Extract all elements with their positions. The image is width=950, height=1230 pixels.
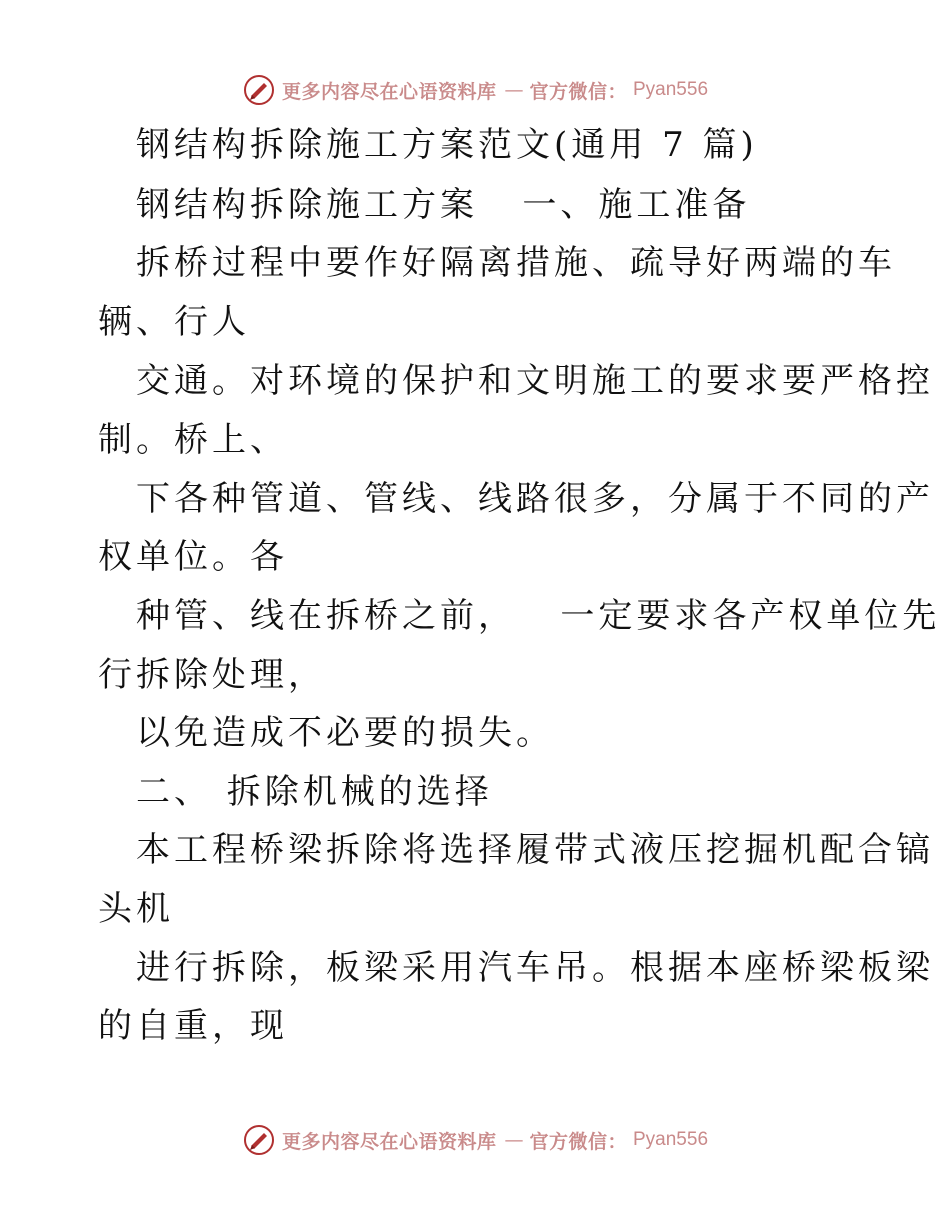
text-line: 以免造成不必要的损失。 — [136, 713, 554, 753]
banner-text: 更多内容尽在心语资料库 — [281, 80, 497, 103]
text-line: 交通。对环境的保护和文明施工的要求要严格控 — [136, 361, 934, 401]
header-banner — [0, 70, 950, 110]
text-line: 本工程桥梁拆除将选择履带式液压挖掘机配合镐 — [136, 830, 934, 870]
text-line: 头机 — [98, 889, 174, 929]
text-line: 下各种管道、管线、线路很多，分属于不同的产 — [136, 479, 934, 519]
text-line: 拆桥过程中要作好隔离措施、疏导好两端的车 — [136, 243, 896, 283]
banner-wechat-id: Pyan556 — [633, 1129, 709, 1150]
text-line: 种管、线在拆桥之前， 一定要求各产权单位先 — [136, 596, 941, 636]
text-line: 制。桥上、 — [98, 420, 288, 460]
banner-wechat-id: Pyan556 — [633, 79, 709, 100]
footer-banner — [0, 1120, 950, 1160]
pen-logo-icon — [242, 73, 276, 107]
banner-wechat-label: 官方微信： — [529, 80, 627, 103]
text-line: 二、 拆除机械的选择 — [136, 772, 493, 812]
text-line: 行拆除处理， — [98, 655, 326, 695]
banner-separator: — — [504, 1129, 524, 1151]
banner-separator: — — [504, 79, 524, 101]
text-line: 辆、行人 — [98, 302, 250, 342]
text-line: 的自重，现 — [98, 1006, 288, 1046]
text-line: 进行拆除，板梁采用汽车吊。根据本座桥梁板梁 — [136, 948, 934, 988]
document-title: 钢结构拆除施工方案范文(通用 7 篇) — [136, 125, 758, 165]
pen-logo-icon — [242, 1123, 276, 1157]
banner-wechat-label: 官方微信： — [529, 1130, 627, 1153]
text-line: 权单位。各 — [98, 537, 288, 577]
banner-text: 更多内容尽在心语资料库 — [281, 1130, 497, 1153]
text-line: 钢结构拆除施工方案 一、施工准备 — [136, 185, 751, 225]
